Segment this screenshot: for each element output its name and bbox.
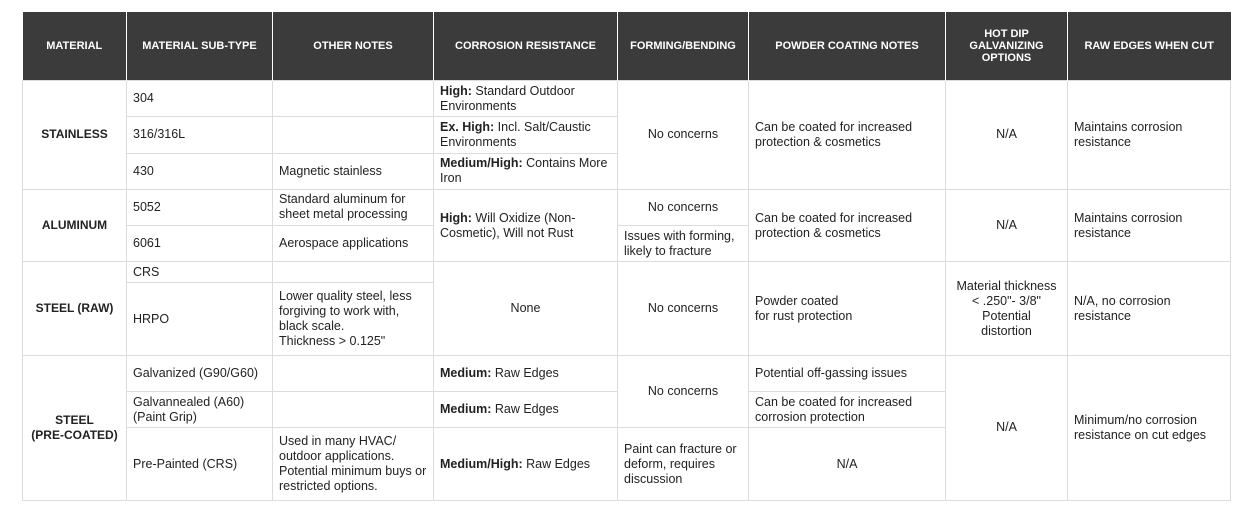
notes-cell: Aerospace applications: [273, 226, 434, 262]
corrosion-cell: [434, 392, 618, 428]
corrosion-cell: [434, 355, 618, 391]
corrosion-cell: [434, 153, 618, 189]
corrosion-level: Medium:: [440, 366, 492, 381]
corrosion-level: High:: [440, 83, 472, 98]
header-powder-coating-notes: POWDER COATING NOTES: [749, 12, 946, 81]
forming-cell: No concerns: [618, 189, 749, 225]
notes-cell: Used in many HVAC/ outdoor applications. Potential minimum buys or restricted options.: [273, 428, 434, 501]
notes-cell: Magnetic stainless: [273, 153, 434, 189]
header-row: [23, 12, 1231, 81]
galvanizing-cell: N/A: [946, 189, 1068, 262]
corrosion-cell: None: [434, 262, 618, 356]
forming-cell: No concerns: [618, 81, 749, 190]
powder-cell: Can be coated for increased corrosion protection: [749, 392, 946, 428]
notes-line: Thickness > 0.125": [279, 334, 386, 349]
corrosion-detail: Raw Edges: [522, 456, 591, 471]
corrosion-level: Medium/High:: [440, 156, 523, 171]
table-row: [23, 81, 1231, 117]
powder-line: for rust protection: [755, 308, 853, 323]
corrosion-cell: [434, 117, 618, 153]
corrosion-cell: [434, 189, 618, 262]
corrosion-detail: Will Oxidize (Non-Cosmetic), Will not Rust: [440, 210, 576, 240]
forming-cell: No concerns: [618, 355, 749, 428]
corrosion-level: Ex. High:: [440, 119, 495, 134]
corrosion-level: Medium:: [440, 402, 492, 417]
header-raw-edges: RAW EDGES WHEN CUT: [1068, 12, 1231, 81]
material-line: STEEL: [55, 412, 94, 427]
corrosion-detail: Raw Edges: [491, 402, 559, 417]
subtype-cell: 430: [127, 153, 273, 189]
material-cell: [23, 355, 127, 500]
notes-cell: [273, 81, 434, 117]
header-corrosion-resistance: CORROSION RESISTANCE: [434, 12, 618, 81]
material-cell: STEEL (RAW): [23, 262, 127, 356]
powder-cell: [749, 262, 946, 356]
forming-cell: Issues with forming, likely to fracture: [618, 226, 749, 262]
subtype-cell: Galvanized (G90/G60): [127, 355, 273, 391]
forming-cell: Paint can fracture or deform, requires discussion: [618, 428, 749, 501]
materials-table: [22, 12, 1231, 501]
powder-cell: N/A: [749, 428, 946, 501]
galvanizing-cell: N/A: [946, 355, 1068, 500]
subtype-cell: HRPO: [127, 283, 273, 356]
material-cell: ALUMINUM: [23, 189, 127, 262]
corrosion-detail: Contains More Iron: [440, 156, 608, 186]
subtype-cell: CRS: [127, 262, 273, 283]
galvanizing-line: Material thickness: [956, 278, 1057, 293]
corrosion-level: High:: [440, 210, 472, 225]
galvanizing-line: < .250"- 3/8": [972, 293, 1041, 308]
material-line: (PRE-COATED): [31, 427, 118, 442]
subtype-cell: Pre-Painted (CRS): [127, 428, 273, 501]
subtype-cell: 304: [127, 81, 273, 117]
header-other-notes: OTHER NOTES: [273, 12, 434, 81]
raw-edges-cell: Minimum/no corrosion resistance on cut edges: [1068, 355, 1231, 500]
galvanizing-cell: N/A: [946, 81, 1068, 190]
corrosion-detail: Standard Outdoor Environments: [440, 83, 575, 113]
header-material-subtype: MATERIAL SUB-TYPE: [127, 12, 273, 81]
notes-cell: [273, 117, 434, 153]
notes-cell: [273, 355, 434, 391]
notes-cell: [273, 262, 434, 283]
galvanizing-line: Potential: [982, 308, 1031, 323]
corrosion-detail: Incl. Salt/Caustic Environments: [440, 119, 591, 149]
notes-cell: Standard aluminum for sheet metal processing: [273, 189, 434, 225]
notes-cell: [273, 283, 434, 356]
table-row: [23, 355, 1231, 391]
corrosion-level: Medium/High:: [440, 456, 523, 471]
forming-cell: No concerns: [618, 262, 749, 356]
powder-cell: Potential off-gassing issues: [749, 355, 946, 391]
raw-edges-cell: N/A, no corrosion resistance: [1068, 262, 1231, 356]
powder-line: Powder coated: [755, 293, 839, 308]
powder-cell: Can be coated for increased protection & cosmetics: [749, 81, 946, 190]
header-hot-dip-galvanizing: HOT DIP GALVANIZING OPTIONS: [946, 12, 1068, 81]
notes-cell: [273, 392, 434, 428]
galvanizing-cell: [946, 262, 1068, 356]
subtype-cell: 316/316L: [127, 117, 273, 153]
corrosion-cell: [434, 81, 618, 117]
table-row: [23, 262, 1231, 283]
powder-cell: Can be coated for increased protection & cosmetics: [749, 189, 946, 262]
table-row: [23, 189, 1231, 225]
subtype-cell: 6061: [127, 226, 273, 262]
header-material: MATERIAL: [23, 12, 127, 81]
corrosion-cell: [434, 428, 618, 501]
notes-line: Lower quality steel, less forgiving to work with, black scale.: [279, 289, 412, 334]
raw-edges-cell: Maintains corrosion resistance: [1068, 189, 1231, 262]
header-forming-bending: FORMING/BENDING: [618, 12, 749, 81]
subtype-cell: 5052: [127, 189, 273, 225]
material-cell: STAINLESS: [23, 81, 127, 190]
raw-edges-cell: Maintains corrosion resistance: [1068, 81, 1231, 190]
corrosion-detail: Raw Edges: [491, 366, 559, 381]
galvanizing-line: distortion: [981, 323, 1032, 338]
subtype-cell: Galvannealed (A60) (Paint Grip): [127, 392, 273, 428]
